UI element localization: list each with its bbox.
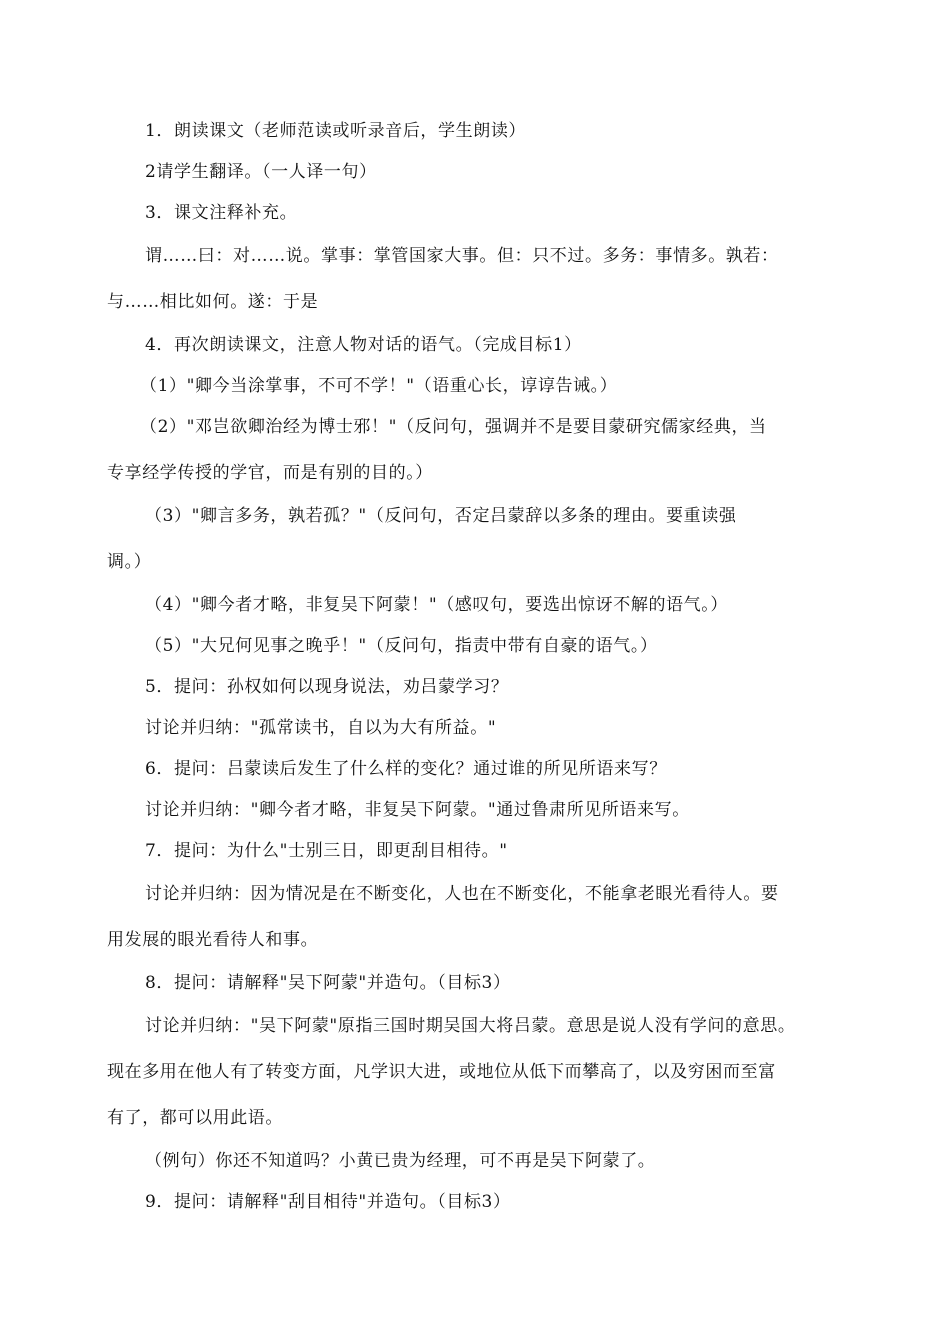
text-line: 9．提问：请解释"刮目相待"并造句。（目标3） <box>145 1192 511 1212</box>
text-line: 专享经学传授的学官，而是有别的目的。） <box>107 463 433 483</box>
text-line: 讨论并归纳：因为情况是在不断变化，人也在不断变化，不能拿老眼光看待人。要 <box>145 884 779 904</box>
text-line: 有了，都可以用此语。 <box>107 1108 283 1128</box>
text-line: （4）"卿今者才略，非复吴下阿蒙！"（感叹句，要选出惊讶不解的语气。） <box>145 595 728 615</box>
text-line: 2请学生翻译。（一人译一句） <box>145 162 377 182</box>
text-line: （1）"卿今当涂掌事，不可不学！"（语重心长，谆谆告诫。） <box>140 376 618 396</box>
text-line: 4．再次朗读课文，注意人物对话的语气。（完成目标1） <box>145 335 582 355</box>
text-line: （5）"大兄何见事之晚乎！"（反问句，指责中带有自豪的语气。） <box>145 636 658 656</box>
text-line: 用发展的眼光看待人和事。 <box>107 930 319 950</box>
text-line: 调。） <box>107 552 152 572</box>
text-line: （例句）你还不知道吗？小黄已贵为经理，可不再是吴下阿蒙了。 <box>145 1151 656 1171</box>
text-line: 与……相比如何。遂：于是 <box>107 292 319 312</box>
text-line: 讨论并归纳："卿今者才略，非复吴下阿蒙。"通过鲁肃所见所语来写。 <box>145 800 690 820</box>
text-line: 谓……曰：对……说。掌事：掌管国家大事。但：只不过。多务：事情多。孰若： <box>145 246 779 266</box>
text-line: 1．朗读课文（老师范读或听录音后，学生朗读） <box>145 121 527 141</box>
text-line: 3．课文注释补充。 <box>145 203 298 223</box>
text-line: （3）"卿言多务，孰若孤？"（反问句，否定吕蒙辞以多条的理由。要重读强 <box>145 506 737 526</box>
text-line: 5．提问：孙权如何以现身说法，劝吕蒙学习？ <box>145 677 509 697</box>
text-line: 现在多用在他人有了转变方面，凡学识大进，或地位从低下而攀高了，以及穷困而至富 <box>107 1062 776 1082</box>
text-line: （2）"邓岂欲卿治经为博士邪！"（反问句，强调并不是要目蒙研究儒家经典，当 <box>140 417 767 437</box>
text-line: 6．提问：吕蒙读后发生了什么样的变化？通过谁的所见所语来写？ <box>145 759 667 779</box>
text-line: 8．提问：请解释"吴下阿蒙"并造句。（目标3） <box>145 973 511 993</box>
text-line: 7．提问：为什么"士别三日，即更刮目相待。" <box>145 841 508 861</box>
text-line: 讨论并归纳："吴下阿蒙"原指三国时期吴国大将吕蒙。意思是说人没有学问的意思。 <box>145 1016 796 1036</box>
text-line: 讨论并归纳："孤常读书，自以为大有所益。" <box>145 718 497 738</box>
